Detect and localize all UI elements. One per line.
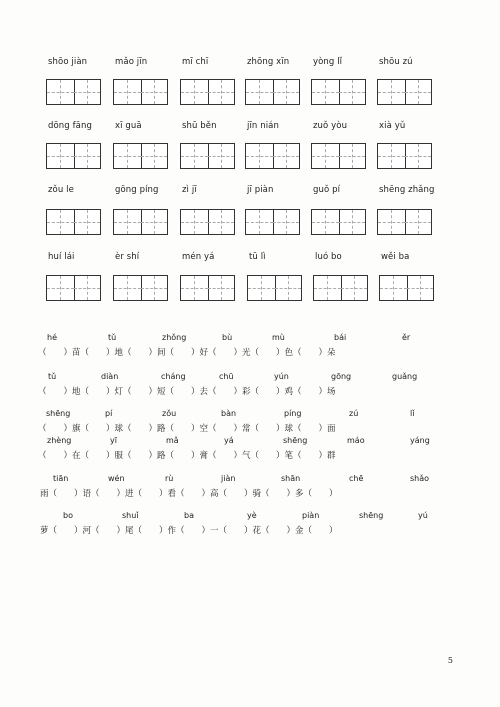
- cell-guide-horizontal: [114, 156, 141, 157]
- writing-cell[interactable]: [339, 144, 366, 168]
- pinyin-label: tū lì: [249, 252, 266, 262]
- fill-pinyin: mù: [272, 333, 285, 342]
- cell-guide-horizontal: [341, 288, 368, 289]
- page-number: 5: [447, 656, 453, 665]
- cell-guide-horizontal: [114, 92, 141, 93]
- writing-cell[interactable]: [273, 144, 300, 168]
- writing-cell[interactable]: [141, 276, 168, 300]
- cell-guide-horizontal: [312, 156, 339, 157]
- character-writing-box[interactable]: [313, 275, 368, 301]
- cell-guide-horizontal: [405, 156, 432, 157]
- pinyin-label: yòng lǐ: [313, 57, 343, 67]
- writing-cell[interactable]: [114, 276, 142, 300]
- fill-pinyin: yá: [224, 436, 234, 445]
- cell-guide-horizontal: [181, 222, 208, 223]
- character-writing-box[interactable]: [46, 275, 101, 301]
- character-writing-box[interactable]: [46, 209, 101, 235]
- cell-guide-horizontal: [246, 222, 273, 223]
- character-writing-box[interactable]: [311, 79, 366, 105]
- fill-pinyin: chū: [219, 372, 234, 381]
- writing-cell[interactable]: [407, 276, 434, 300]
- writing-cell[interactable]: [74, 144, 101, 168]
- writing-cell[interactable]: [312, 210, 340, 234]
- character-writing-box[interactable]: [46, 143, 101, 169]
- cell-guide-horizontal: [208, 92, 235, 93]
- character-writing-box[interactable]: [245, 79, 300, 105]
- pinyin-label: luó bo: [315, 252, 342, 262]
- fill-pinyin: cháng: [161, 372, 186, 381]
- pinyin-label: zhōng xīn: [247, 57, 290, 67]
- fill-pinyin: tǔ: [108, 333, 117, 342]
- fill-pinyin: rù: [165, 474, 174, 483]
- fill-pinyin: zǒu: [162, 409, 177, 418]
- cell-guide-horizontal: [141, 222, 168, 223]
- fill-pinyin: zhèng: [47, 436, 72, 445]
- pinyin-label: jīn nián: [247, 121, 279, 131]
- fill-line[interactable]: （ ）旗（ ）球（ ）路（ ）空（ ）常（ ）球（ ）面: [38, 424, 336, 434]
- writing-cell[interactable]: [181, 80, 209, 104]
- fill-pinyin: gōng: [331, 372, 352, 381]
- writing-cell[interactable]: [378, 80, 406, 104]
- writing-cell[interactable]: [246, 144, 274, 168]
- pinyin-label: shōu zú: [379, 57, 413, 67]
- cell-guide-horizontal: [407, 288, 434, 289]
- writing-cell[interactable]: [141, 80, 168, 104]
- pinyin-label: shōo jiàn: [48, 57, 88, 67]
- fill-line[interactable]: 萝（ ）河（ ）尾（ ）作（ ）一（ ）花（ ）金（ ）: [40, 526, 338, 536]
- cell-guide-horizontal: [314, 288, 341, 289]
- writing-cell[interactable]: [246, 80, 274, 104]
- writing-cell[interactable]: [47, 276, 75, 300]
- writing-cell[interactable]: [273, 210, 300, 234]
- cell-guide-horizontal: [312, 92, 339, 93]
- pinyin-label: gōng píng: [115, 185, 159, 195]
- writing-cell[interactable]: [208, 80, 235, 104]
- cell-guide-horizontal: [380, 288, 407, 289]
- fill-pinyin: shēng: [359, 511, 384, 520]
- writing-cell[interactable]: [74, 80, 101, 104]
- writing-cell[interactable]: [248, 276, 276, 300]
- pinyin-label: huí lái: [48, 252, 75, 262]
- cell-guide-horizontal: [273, 156, 300, 157]
- fill-pinyin: zhǒng: [162, 333, 187, 342]
- cell-guide-horizontal: [405, 92, 432, 93]
- fill-pinyin: bàn: [221, 409, 237, 418]
- cell-guide-horizontal: [74, 288, 101, 289]
- writing-cell[interactable]: [273, 80, 300, 104]
- pinyin-label: dōng fāng: [48, 121, 92, 131]
- pinyin-label: zuǒ yòu: [313, 121, 348, 131]
- cell-guide-horizontal: [141, 288, 168, 289]
- fill-line[interactable]: （ ）苗（ ）地（ ）间（ ）好（ ）光（ ）色（ ）朵: [38, 348, 336, 358]
- fill-pinyin: piàn: [302, 511, 320, 520]
- cell-guide-horizontal: [339, 222, 366, 223]
- pinyin-label: mén yá: [182, 252, 215, 262]
- cell-guide-horizontal: [339, 92, 366, 93]
- writing-cell[interactable]: [378, 210, 406, 234]
- fill-pinyin: tiān: [53, 474, 69, 483]
- cell-guide-horizontal: [246, 156, 273, 157]
- writing-cell[interactable]: [47, 210, 75, 234]
- fill-pinyin: hé: [47, 333, 57, 342]
- fill-pinyin: shēng: [283, 436, 308, 445]
- fill-pinyin: shān: [281, 474, 301, 483]
- character-writing-box[interactable]: [377, 143, 432, 169]
- character-writing-box[interactable]: [311, 209, 366, 235]
- writing-cell[interactable]: [181, 144, 209, 168]
- character-writing-box[interactable]: [113, 79, 168, 105]
- cell-guide-horizontal: [246, 92, 273, 93]
- character-writing-box[interactable]: [113, 143, 168, 169]
- writing-cell[interactable]: [246, 210, 274, 234]
- fill-pinyin: ba: [184, 511, 194, 520]
- writing-cell[interactable]: [405, 210, 432, 234]
- character-writing-box[interactable]: [180, 275, 235, 301]
- fill-pinyin: guǎng: [392, 372, 418, 381]
- writing-cell[interactable]: [339, 80, 366, 104]
- cell-guide-horizontal: [208, 222, 235, 223]
- writing-cell[interactable]: [339, 210, 366, 234]
- writing-cell[interactable]: [47, 80, 75, 104]
- fill-pinyin: yú: [418, 511, 428, 520]
- writing-cell[interactable]: [141, 144, 168, 168]
- character-writing-box[interactable]: [180, 79, 235, 105]
- fill-pinyin: bù: [222, 333, 233, 342]
- writing-cell[interactable]: [114, 210, 142, 234]
- cell-guide-horizontal: [275, 288, 302, 289]
- cell-guide-horizontal: [273, 92, 300, 93]
- cell-guide-horizontal: [141, 92, 168, 93]
- cell-guide-horizontal: [378, 222, 405, 223]
- fill-pinyin: pí: [105, 409, 113, 418]
- pinyin-label: shū běn: [182, 121, 217, 131]
- fill-line[interactable]: （ ）地（ ）灯（ ）短（ ）去（ ）彩（ ）鸡（ ）场: [38, 387, 336, 397]
- fill-line[interactable]: 雨（ ）语（ ）进（ ）看（ ）高（ ）骑（ ）多（ ）: [40, 489, 338, 499]
- character-writing-box[interactable]: [247, 275, 302, 301]
- cell-guide-horizontal: [405, 222, 432, 223]
- cell-guide-horizontal: [273, 222, 300, 223]
- cell-guide-horizontal: [47, 92, 74, 93]
- cell-guide-horizontal: [181, 156, 208, 157]
- fill-pinyin: chē: [349, 474, 364, 483]
- writing-cell[interactable]: [208, 210, 235, 234]
- cell-guide-horizontal: [181, 288, 208, 289]
- pinyin-label: xī guā: [115, 121, 142, 131]
- writing-cell[interactable]: [181, 276, 209, 300]
- cell-guide-horizontal: [312, 222, 339, 223]
- writing-cell[interactable]: [275, 276, 302, 300]
- writing-cell[interactable]: [341, 276, 368, 300]
- cell-guide-horizontal: [74, 92, 101, 93]
- character-writing-box[interactable]: [379, 275, 434, 301]
- fill-pinyin: shuǐ: [122, 511, 139, 520]
- character-writing-box[interactable]: [245, 209, 300, 235]
- cell-guide-horizontal: [378, 156, 405, 157]
- cell-guide-horizontal: [74, 156, 101, 157]
- fill-pinyin: píng: [284, 409, 302, 418]
- cell-guide-horizontal: [47, 156, 74, 157]
- fill-pinyin: bái: [334, 333, 347, 342]
- fill-pinyin: yī: [110, 436, 117, 445]
- writing-cell[interactable]: [74, 276, 101, 300]
- writing-cell[interactable]: [312, 144, 340, 168]
- cell-guide-horizontal: [378, 92, 405, 93]
- cell-guide-horizontal: [208, 156, 235, 157]
- pinyin-label: èr shí: [115, 252, 140, 262]
- character-writing-box[interactable]: [377, 209, 432, 235]
- cell-guide-horizontal: [248, 288, 275, 289]
- character-writing-box[interactable]: [377, 79, 432, 105]
- fill-line[interactable]: （ ）在（ ）服（ ）路（ ）膏（ ）气（ ）笔（ ）群: [38, 451, 336, 461]
- character-writing-box[interactable]: [113, 209, 168, 235]
- fill-pinyin: yè: [247, 511, 257, 520]
- fill-pinyin: wén: [108, 474, 125, 483]
- pinyin-label: zì jī: [182, 185, 197, 195]
- writing-cell[interactable]: [314, 276, 342, 300]
- cell-guide-horizontal: [114, 222, 141, 223]
- pinyin-label: jī piàn: [247, 185, 274, 195]
- character-writing-box[interactable]: [113, 275, 168, 301]
- fill-pinyin: shēng: [46, 409, 71, 418]
- writing-cell[interactable]: [114, 144, 142, 168]
- writing-cell[interactable]: [208, 276, 235, 300]
- writing-cell[interactable]: [380, 276, 408, 300]
- writing-cell[interactable]: [74, 210, 101, 234]
- fill-pinyin: yáng: [410, 436, 430, 445]
- writing-cell[interactable]: [312, 80, 340, 104]
- pinyin-label: shēng zhǎng: [379, 185, 435, 195]
- fill-pinyin: mǎ: [166, 436, 179, 445]
- fill-pinyin: lǐ: [410, 409, 415, 418]
- cell-guide-horizontal: [114, 288, 141, 289]
- cell-guide-horizontal: [339, 156, 366, 157]
- fill-pinyin: máo: [347, 436, 365, 445]
- writing-cell[interactable]: [378, 144, 406, 168]
- cell-guide-horizontal: [74, 222, 101, 223]
- fill-pinyin: zú: [349, 409, 359, 418]
- writing-cell[interactable]: [181, 210, 209, 234]
- pinyin-label: wěi ba: [381, 252, 410, 262]
- fill-pinyin: ěr: [402, 333, 411, 342]
- pinyin-label: mǎo jīn: [115, 57, 148, 67]
- pinyin-label: xià yǔ: [379, 121, 406, 131]
- fill-pinyin: bo: [63, 511, 73, 520]
- character-writing-box[interactable]: [180, 143, 235, 169]
- writing-cell[interactable]: [141, 210, 168, 234]
- fill-pinyin: yún: [274, 372, 289, 381]
- fill-pinyin: tǔ: [48, 372, 57, 381]
- writing-cell[interactable]: [405, 80, 432, 104]
- fill-pinyin: jiàn: [221, 474, 236, 483]
- cell-guide-horizontal: [47, 222, 74, 223]
- character-writing-box[interactable]: [311, 143, 366, 169]
- fill-pinyin: shǎo: [410, 474, 430, 483]
- writing-cell[interactable]: [114, 80, 142, 104]
- cell-guide-horizontal: [47, 288, 74, 289]
- character-writing-box[interactable]: [245, 143, 300, 169]
- writing-cell[interactable]: [405, 144, 432, 168]
- fill-pinyin: diàn: [101, 372, 119, 381]
- cell-guide-horizontal: [141, 156, 168, 157]
- pinyin-label: mī chī: [182, 57, 209, 67]
- cell-guide-horizontal: [181, 92, 208, 93]
- cell-guide-horizontal: [208, 288, 235, 289]
- pinyin-label: zǒu le: [48, 185, 74, 195]
- writing-cell[interactable]: [47, 144, 75, 168]
- character-writing-box[interactable]: [46, 79, 101, 105]
- writing-cell[interactable]: [208, 144, 235, 168]
- pinyin-label: guǒ pí: [313, 185, 341, 195]
- character-writing-box[interactable]: [180, 209, 235, 235]
